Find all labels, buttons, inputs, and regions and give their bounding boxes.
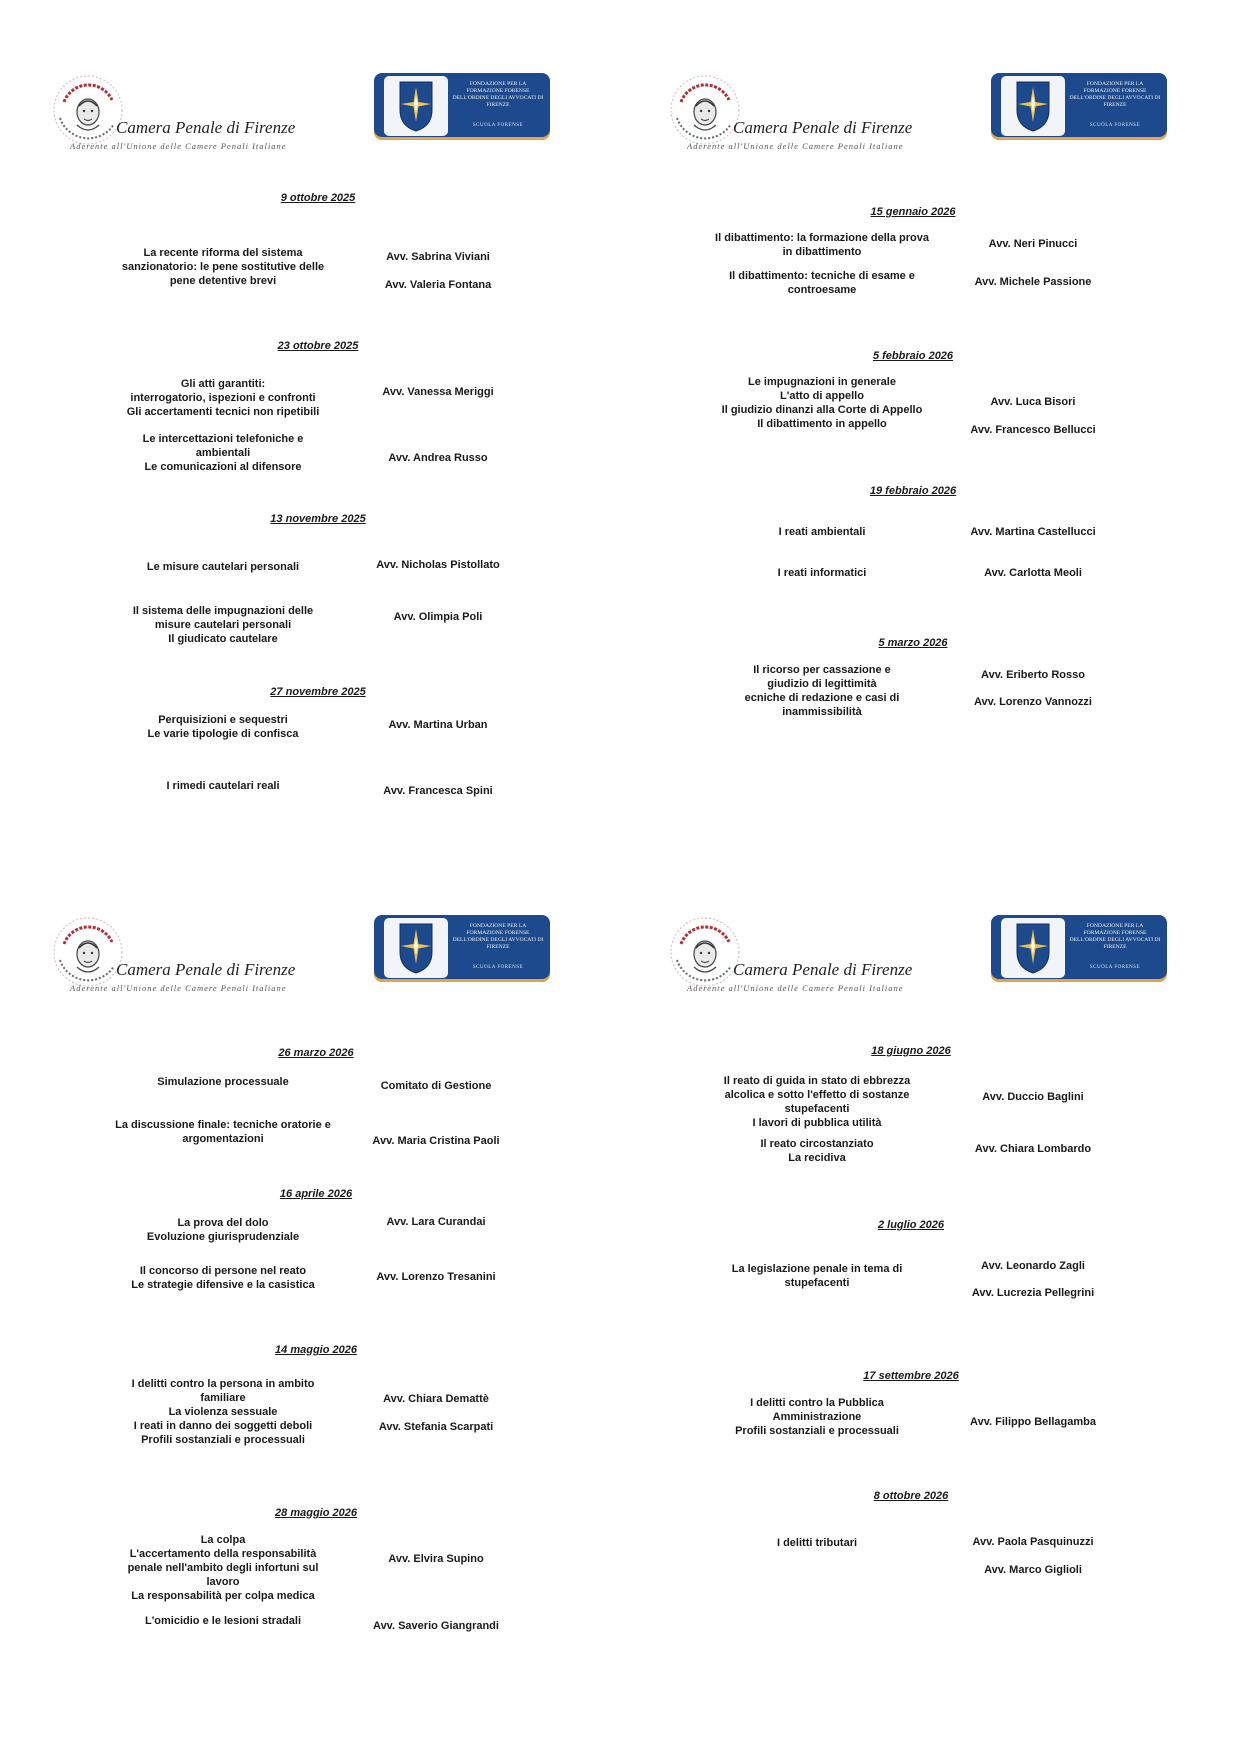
speaker-name: Avv. Duccio Baglini — [982, 1091, 1084, 1103]
topic-line: I delitti tributari — [776, 1537, 858, 1549]
session-date: 9 ottobre 2025 — [280, 192, 356, 204]
scuola-forense-text: SCUOLA FORENSE — [1089, 123, 1141, 128]
session-date: 16 aprile 2026 — [279, 1188, 353, 1200]
speaker-name: Comitato di Gestione — [380, 1080, 492, 1092]
speaker-name: Avv. Lorenzo Vannozzi — [974, 696, 1092, 708]
topic-line: stupefacenti — [784, 1103, 850, 1115]
topic-line: L'accertamento della responsabilità — [129, 1548, 317, 1560]
page-header — [0, 842, 600, 1002]
topic-line: Il giudizio dinanzi alla Corte di Appello — [721, 404, 923, 416]
topic-line: Amministrazione — [772, 1411, 862, 1423]
program-panel-2 — [617, 0, 1217, 860]
camera-penale-seal-icon — [667, 72, 743, 148]
compass-shield-icon — [1015, 922, 1051, 974]
fondazione-logo — [991, 915, 1167, 982]
speaker-name: Avv. Martina Urban — [388, 719, 488, 731]
topic-line: Le comunicazioni al difensore — [144, 461, 302, 473]
topic-line: Simulazione processuale — [157, 1076, 289, 1088]
topic-line: Gli atti garantiti: — [180, 378, 266, 390]
lecture-topic — [103, 432, 343, 474]
topic-line: lavoro — [206, 1576, 240, 1588]
speaker-name: Avv. Marco Giglioli — [984, 1564, 1082, 1576]
topic-line: Il dibattimento: tecniche di esame e — [729, 270, 915, 282]
speaker-name: Avv. Francesco Bellucci — [970, 424, 1096, 436]
topic-line: I reati informatici — [777, 567, 867, 579]
topic-line: in dibattimento — [782, 246, 862, 258]
fondazione-logo — [374, 73, 550, 140]
lecture-topic — [103, 377, 343, 419]
fondazione-text: FONDAZIONE PER LA FORMAZIONE FORENSE DELL'ORDINE DEGLI AVVOCATI DI FIRENZE — [1069, 923, 1161, 950]
speaker-name: Avv. Chiara Lombardo — [974, 1143, 1092, 1155]
page-header — [617, 842, 1217, 1002]
speaker-name: Avv. Leonardo Zagli — [981, 1260, 1085, 1272]
lecture-topic — [103, 604, 343, 646]
topic-line: familiare — [200, 1392, 246, 1404]
camera-penale-seal-icon — [50, 914, 126, 990]
lecture-topic — [702, 231, 942, 259]
lecture-topic — [702, 375, 942, 431]
camera-penale-seal-icon — [667, 914, 743, 990]
camera-penale-subtitle: Aderente all'Unione delle Camere Penali Italiane — [70, 141, 287, 151]
page-header — [0, 0, 600, 160]
lecture-topic — [103, 779, 343, 793]
topic-line: I delitti contro la persona in ambito — [131, 1378, 315, 1390]
session-date: 13 novembre 2025 — [270, 513, 366, 525]
camera-penale-title: Camera Penale di Firenze — [733, 960, 913, 979]
compass-shield-icon — [398, 922, 434, 974]
camera-penale-subtitle: Aderente all'Unione delle Camere Penali Italiane — [70, 983, 287, 993]
program-panel-3 — [0, 842, 600, 1702]
topic-line: Profili sostanziali e processuali — [141, 1434, 305, 1446]
topic-line: ambientali — [195, 447, 251, 459]
topic-line: I rimedi cautelari reali — [166, 780, 280, 792]
speaker-name: Avv. Luca Bisori — [990, 396, 1076, 408]
speaker-name: Avv. Paola Pasquinuzzi — [972, 1536, 1094, 1548]
topic-line: argomentazioni — [182, 1133, 264, 1145]
lecture-topic — [103, 1614, 343, 1628]
topic-line: Il sistema delle impugnazioni delle — [132, 605, 314, 617]
topic-line: ecniche di redazione e casi di — [744, 692, 900, 704]
topic-line: sanzionatorio: le pene sostitutive delle — [121, 261, 325, 273]
lecture-topic — [103, 1533, 343, 1603]
lecture-topic — [103, 1264, 343, 1292]
speaker-name: Avv. Lorenzo Tresanini — [376, 1271, 496, 1283]
topic-line: La violenza sessuale — [168, 1406, 278, 1418]
speaker-name: Avv. Maria Cristina Paoli — [372, 1135, 500, 1147]
topic-line: La discussione finale: tecniche oratorie e — [115, 1119, 331, 1131]
topic-line: Il dibattimento: la formazione della prova — [715, 232, 929, 244]
topic-line: Le strategie difensive e la casistica — [131, 1279, 315, 1291]
topic-line: Le varie tipologie di confisca — [147, 728, 299, 740]
topic-line: Le impugnazioni in generale — [748, 376, 896, 388]
topic-line: Evoluzione giurisprudenziale — [146, 1231, 300, 1243]
topic-line: I reati ambientali — [778, 526, 866, 538]
fondazione-text: FONDAZIONE PER LA FORMAZIONE FORENSE DELL'ORDINE DEGLI AVVOCATI DI FIRENZE — [1069, 81, 1161, 108]
camera-penale-title: Camera Penale di Firenze — [733, 118, 913, 137]
session-date: 19 febbraio 2026 — [869, 485, 957, 497]
speaker-name: Avv. Vanessa Meriggi — [382, 386, 494, 398]
speaker-name: Avv. Olimpia Poli — [393, 611, 483, 623]
topic-line: giudizio di legittimità — [767, 678, 877, 690]
speaker-name: Avv. Elvira Supino — [388, 1553, 484, 1565]
session-date: 5 febbraio 2026 — [872, 350, 954, 362]
session-date: 5 marzo 2026 — [878, 637, 948, 649]
lecture-topic — [697, 1074, 937, 1130]
compass-shield-icon — [398, 80, 434, 132]
speaker-name: Avv. Stefania Scarpati — [378, 1421, 494, 1433]
camera-penale-subtitle: Aderente all'Unione delle Camere Penali Italiane — [687, 983, 904, 993]
lecture-topic — [103, 1216, 343, 1244]
speaker-name: Avv. Michele Passione — [974, 276, 1092, 288]
camera-penale-title: Camera Penale di Firenze — [116, 118, 296, 137]
session-date: 28 maggio 2026 — [275, 1507, 357, 1519]
lecture-topic — [103, 1377, 343, 1447]
topic-line: La recidiva — [788, 1152, 846, 1164]
speaker-name: Avv. Carlotta Meoli — [984, 567, 1082, 579]
speaker-name: Avv. Andrea Russo — [388, 452, 488, 464]
session-date: 17 settembre 2026 — [863, 1370, 959, 1382]
lecture-topic — [702, 525, 942, 539]
lecture-topic — [103, 1118, 343, 1146]
speaker-name: Avv. Valeria Fontana — [384, 279, 492, 291]
fondazione-logo — [374, 915, 550, 982]
lecture-topic — [697, 1137, 937, 1165]
speaker-name: Avv. Chiara Demattè — [383, 1393, 489, 1405]
lecture-topic — [103, 246, 343, 288]
speaker-name: Avv. Eriberto Rosso — [981, 669, 1085, 681]
topic-line: L'omicidio e le lesioni stradali — [144, 1615, 302, 1627]
speaker-name: Avv. Francesca Spini — [383, 785, 493, 797]
fondazione-text: FONDAZIONE PER LA FORMAZIONE FORENSE DELL'ORDINE DEGLI AVVOCATI DI FIRENZE — [452, 923, 544, 950]
topic-line: controesame — [787, 284, 857, 296]
session-date: 15 gennaio 2026 — [870, 206, 956, 218]
program-panel-4 — [617, 842, 1217, 1702]
topic-line: alcolica e sotto l'effetto di sostanze — [724, 1089, 910, 1101]
lecture-topic — [103, 560, 343, 574]
camera-penale-title: Camera Penale di Firenze — [116, 960, 296, 979]
session-date: 8 ottobre 2026 — [873, 1490, 949, 1502]
topic-line: pene detentive brevi — [169, 275, 277, 287]
page-header — [617, 0, 1217, 160]
session-date: 27 novembre 2025 — [270, 686, 366, 698]
speaker-name: Avv. Lara Curandai — [386, 1216, 486, 1228]
topic-line: La recente riforma del sistema — [143, 247, 303, 259]
fondazione-logo — [991, 73, 1167, 140]
topic-line: Il dibattimento in appello — [757, 418, 887, 430]
topic-line: Il giudicato cautelare — [168, 633, 278, 645]
session-date: 23 ottobre 2025 — [277, 340, 359, 352]
lecture-topic — [702, 566, 942, 580]
topic-line: Il ricorso per cassazione e — [753, 664, 891, 676]
topic-line: Profili sostanziali e processuali — [735, 1425, 899, 1437]
speaker-name: Avv. Martina Castellucci — [970, 526, 1096, 538]
topic-line: I reati in danno dei soggetti deboli — [133, 1420, 313, 1432]
speaker-name: Avv. Sabrina Viviani — [386, 251, 490, 263]
lecture-topic — [697, 1396, 937, 1438]
lecture-topic — [702, 269, 942, 297]
topic-line: Il reato circostanziato — [760, 1138, 874, 1150]
topic-line: Il concorso di persone nel reato — [139, 1265, 307, 1277]
scuola-forense-text: SCUOLA FORENSE — [472, 123, 524, 128]
lecture-topic — [103, 1075, 343, 1089]
topic-line: misure cautelari personali — [154, 619, 292, 631]
speaker-name: Avv. Lucrezia Pellegrini — [971, 1287, 1095, 1299]
topic-line: interrogatorio, ispezioni e confronti — [130, 392, 316, 404]
topic-line: Le misure cautelari personali — [146, 561, 300, 573]
speaker-name: Avv. Nicholas Pistollato — [376, 559, 500, 571]
camera-penale-seal-icon — [50, 72, 126, 148]
topic-line: penale nell'ambito degli infortuni sul — [127, 1562, 319, 1574]
topic-line: La responsabilità per colpa medica — [131, 1590, 315, 1602]
topic-line: Gli accertamenti tecnici non ripetibili — [126, 406, 320, 418]
fondazione-text: FONDAZIONE PER LA FORMAZIONE FORENSE DELL'ORDINE DEGLI AVVOCATI DI FIRENZE — [452, 81, 544, 108]
compass-shield-icon — [1015, 80, 1051, 132]
topic-line: inammissibilità — [782, 706, 862, 718]
topic-line: L'atto di appello — [780, 390, 864, 402]
lecture-topic — [697, 1536, 937, 1550]
scuola-forense-text: SCUOLA FORENSE — [1089, 965, 1141, 970]
lecture-topic — [697, 1262, 937, 1290]
topic-line: stupefacenti — [784, 1277, 850, 1289]
lecture-topic — [103, 713, 343, 741]
session-date: 26 marzo 2026 — [278, 1047, 354, 1059]
speaker-name: Avv. Saverio Giangrandi — [373, 1620, 499, 1632]
speaker-name: Avv. Filippo Bellagamba — [970, 1416, 1096, 1428]
topic-line: I delitti contro la Pubblica — [750, 1397, 884, 1409]
topic-line: La prova del dolo — [177, 1217, 269, 1229]
topic-line: Perquisizioni e sequestri — [158, 714, 288, 726]
topic-line: Le intercettazioni telefoniche e — [142, 433, 304, 445]
session-date: 2 luglio 2026 — [877, 1219, 945, 1231]
camera-penale-subtitle: Aderente all'Unione delle Camere Penali Italiane — [687, 141, 904, 151]
topic-line: I lavori di pubblica utilità — [752, 1117, 882, 1129]
scuola-forense-text: SCUOLA FORENSE — [472, 965, 524, 970]
session-date: 14 maggio 2026 — [275, 1344, 357, 1356]
speaker-name: Avv. Neri Pinucci — [988, 238, 1078, 250]
topic-line: La legislazione penale in tema di — [731, 1263, 903, 1275]
topic-line: Il reato di guida in stato di ebbrezza — [723, 1075, 911, 1087]
topic-line: La colpa — [200, 1534, 246, 1546]
lecture-topic — [702, 663, 942, 719]
session-date: 18 giugno 2026 — [871, 1045, 951, 1057]
program-panel-1 — [0, 0, 600, 860]
